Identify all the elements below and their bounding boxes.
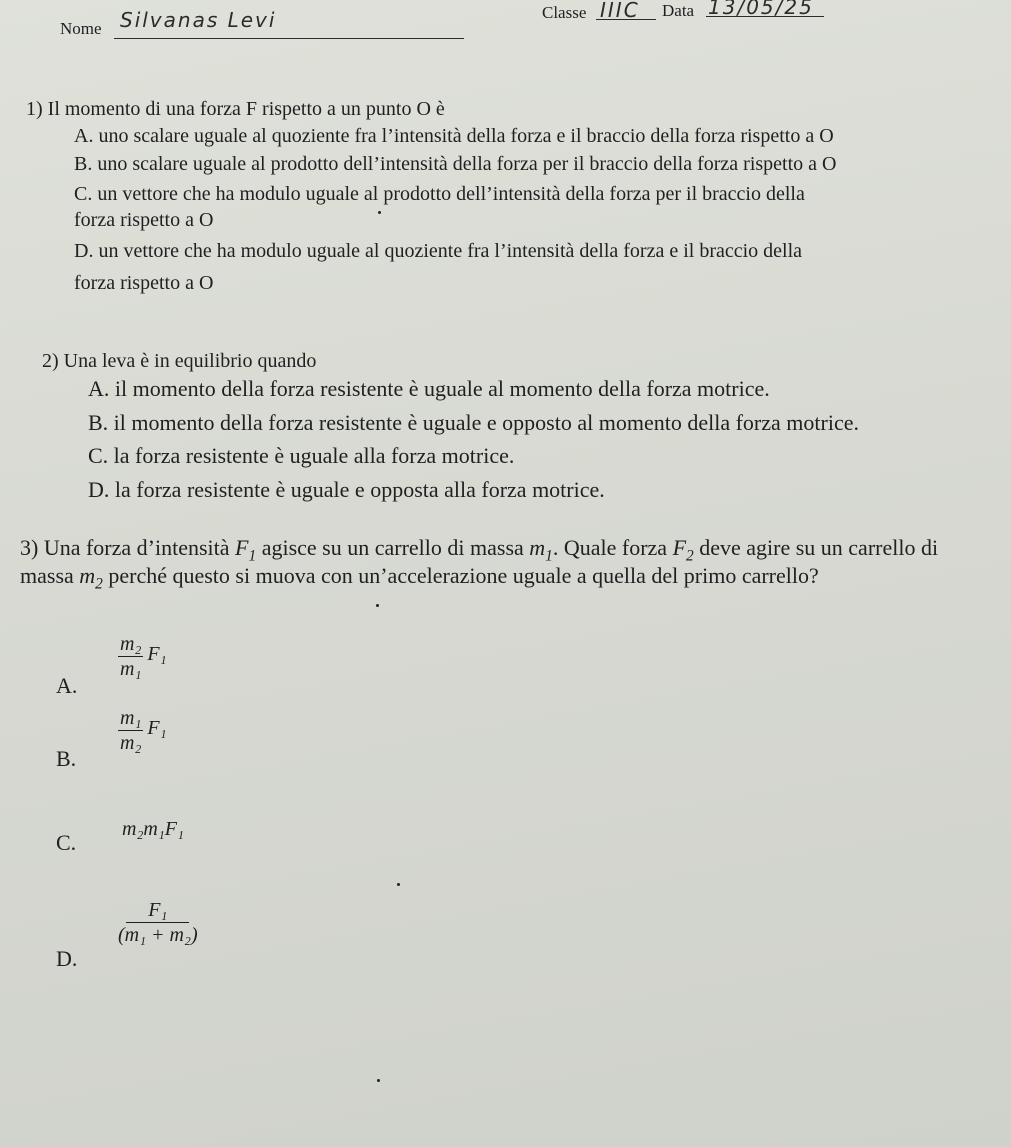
fraction-F1-over-m1-plus-m2: $\frac{\text{F₁}}{\text{(m₁ + m₂)}}$ [118, 899, 198, 946]
q3-option-c-label[interactable]: C. [56, 830, 77, 855]
date-handwritten[interactable]: 13/05/25 [708, 0, 814, 19]
q1-stem: 1) Il momento di una forza F rispetto a un punto O è [26, 98, 445, 120]
q1-option-d-line2: forza rispetto a O [74, 272, 214, 294]
name-label: Nome [60, 19, 102, 38]
q1-option-c-line1[interactable]: C. un vettore che ha modulo uguale al prodotto dell’intensità della forza per il braccio della [74, 183, 805, 205]
class-handwritten[interactable]: IIIC [600, 0, 640, 22]
q3-option-c-formula[interactable] [122, 818, 184, 841]
symbol-F1-tail: F₁ [147, 717, 167, 740]
date-label: Data [662, 1, 695, 20]
symbol-F1: $F_1$ [235, 535, 257, 565]
paper-speck [376, 604, 379, 607]
symbol-m2: $m_2$ [79, 563, 103, 593]
q3-option-b-formula[interactable] [118, 706, 167, 755]
q3-stem-line2-post: perché questo si muova con un’accelerazione uguale a quella del primo carrello? [108, 563, 819, 588]
q1-option-a[interactable]: A. uno scalare uguale al quoziente fra l’intensità della forza e il braccio della forza rispetto a O [74, 125, 834, 147]
q1-option-c-line2: forza rispetto a O [74, 209, 214, 231]
q3-stem-mid2: . Quale forza [552, 535, 668, 560]
q1-option-b[interactable]: B. uno scalare uguale al prodotto dell’intensità della forza per il braccio della forza rispetto a O [74, 153, 837, 175]
q3-stem-mid1: agisce su un carrello di massa [261, 535, 524, 560]
q3-stem-line2 [20, 563, 819, 593]
class-label: Classe [542, 3, 587, 22]
q2-option-a[interactable]: A. il momento della forza resistente è uguale al momento della forza motrice. [88, 376, 770, 401]
q3-option-a-label[interactable]: A. [56, 673, 78, 698]
q3-stem-line1 [20, 535, 938, 565]
q3-option-d-label[interactable]: D. [56, 946, 78, 971]
q3-option-b-label[interactable]: B. [56, 746, 77, 771]
q2-stem: 2) Una leva è in equilibrio quando [42, 350, 317, 372]
q3-stem-line2-pre: massa [20, 563, 74, 588]
symbol-F1-tail: F₁ [147, 643, 167, 666]
fraction-m1-over-m2: $\frac{\text{m₁}}{\text{m₂}}$ [120, 707, 142, 754]
name-handwritten[interactable]: Silvanas Levi [120, 8, 277, 32]
paper-speck [377, 1079, 380, 1082]
q1-option-d-line1[interactable]: D. un vettore che ha modulo uguale al quoziente fra l’intensità della forza e il braccio della [74, 240, 803, 262]
symbol-F2: $F_2$ [672, 535, 694, 565]
paper-speck [378, 211, 381, 214]
symbol-m1: $m_1$ [529, 535, 553, 565]
fraction-m2-over-m1: $\frac{\text{m₂}}{\text{m₁}}$ [120, 633, 142, 680]
q3-option-d-formula[interactable] [116, 898, 200, 947]
q3-option-a-formula[interactable] [118, 632, 167, 681]
q2-option-b[interactable]: B. il momento della forza resistente è uguale e opposto al momento della forza motrice. [88, 410, 859, 435]
q2-option-c[interactable]: C. la forza resistente è uguale alla forza motrice. [88, 443, 515, 468]
product-m2-m1-F1: m₂m₁F₁ [122, 818, 184, 840]
q3-stem-pre: 3) Una forza d’intensità [20, 535, 230, 560]
paper-speck [397, 883, 400, 886]
q3-stem-post: deve agire su un carrello di [699, 535, 939, 560]
q2-option-d[interactable]: D. la forza resistente è uguale e opposta alla forza motrice. [88, 477, 605, 502]
